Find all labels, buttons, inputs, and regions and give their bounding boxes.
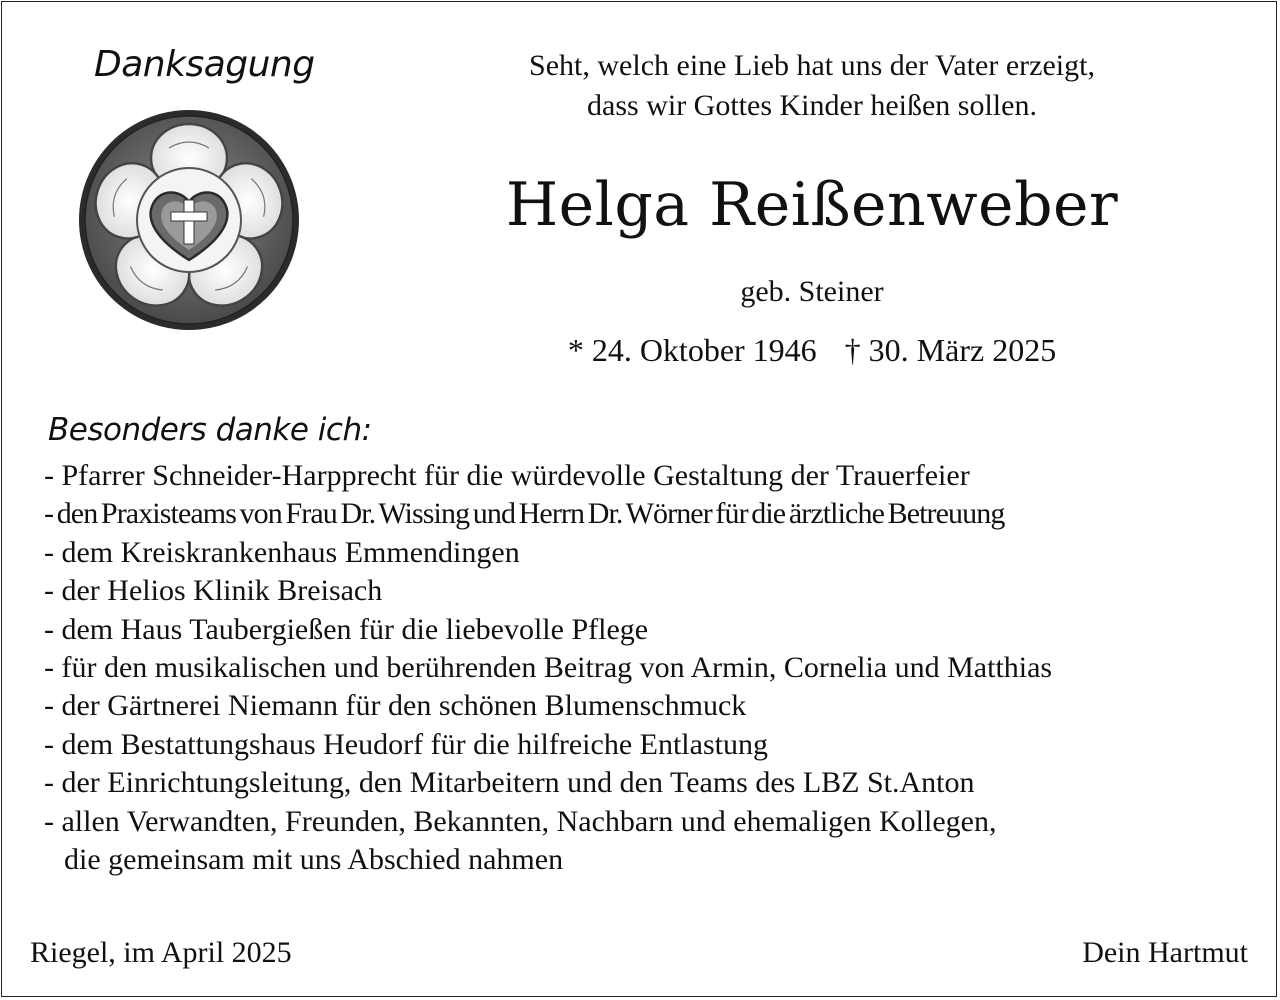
maiden-name: geb. Steiner	[740, 275, 884, 308]
life-dates	[442, 332, 1182, 369]
deceased-name: Helga Reißenweber	[505, 170, 1119, 240]
list-item: - dem Bestattungshaus Heudorf für die hilfreiche Entlastung	[44, 727, 768, 761]
list-item: - dem Kreiskrankenhaus Emmendingen	[44, 535, 520, 569]
signature: Dein Hartmut	[1082, 936, 1248, 969]
place-date: Riegel, im April 2025	[30, 936, 292, 969]
notice-heading: Danksagung	[94, 44, 315, 85]
list-item: - allen Verwandten, Freunden, Bekannten, Nachbarn und ehemaligen Kollegen,	[44, 804, 997, 838]
list-item-continuation: die gemeinsam mit uns Abschied nahmen	[64, 843, 564, 877]
bible-verse	[442, 46, 1182, 126]
luther-rose-icon	[77, 108, 301, 332]
thanks-heading: Besonders danke ich:	[48, 412, 372, 448]
list-item: - Pfarrer Schneider-Harpprecht für die würdevolle Gestaltung der Trauerfeier	[44, 459, 970, 492]
list-item: - der Einrichtungsleitung, den Mitarbeitern und den Teams des LBZ St.Anton	[44, 766, 975, 800]
list-item: - dem Haus Taubergießen für die liebevolle Pflege	[44, 612, 649, 646]
bible-verse-line-1: Seht, welch eine Lieb hat uns der Vater erzeigt,	[529, 49, 1095, 82]
list-item: - für den musikalischen und berührenden Beitrag von Armin, Cornelia und Matthias	[44, 651, 1053, 685]
list-item: - der Gärtnerei Niemann für den schönen Blumenschmuck	[44, 689, 747, 723]
bible-verse-line-2: dass wir Gottes Kinder heißen sollen.	[587, 89, 1037, 122]
notice-frame	[1, 1, 1277, 997]
birth-date: * 24. Oktober 1946	[567, 332, 817, 368]
list-item: - den Praxisteams von Frau Dr. Wissing und Herrn Dr. Wörner für die ärztliche Betreuung	[44, 497, 1005, 531]
death-date: † 30. März 2025	[844, 332, 1057, 368]
thanks-list	[44, 457, 1269, 879]
list-item: - der Helios Klinik Breisach	[44, 574, 383, 608]
